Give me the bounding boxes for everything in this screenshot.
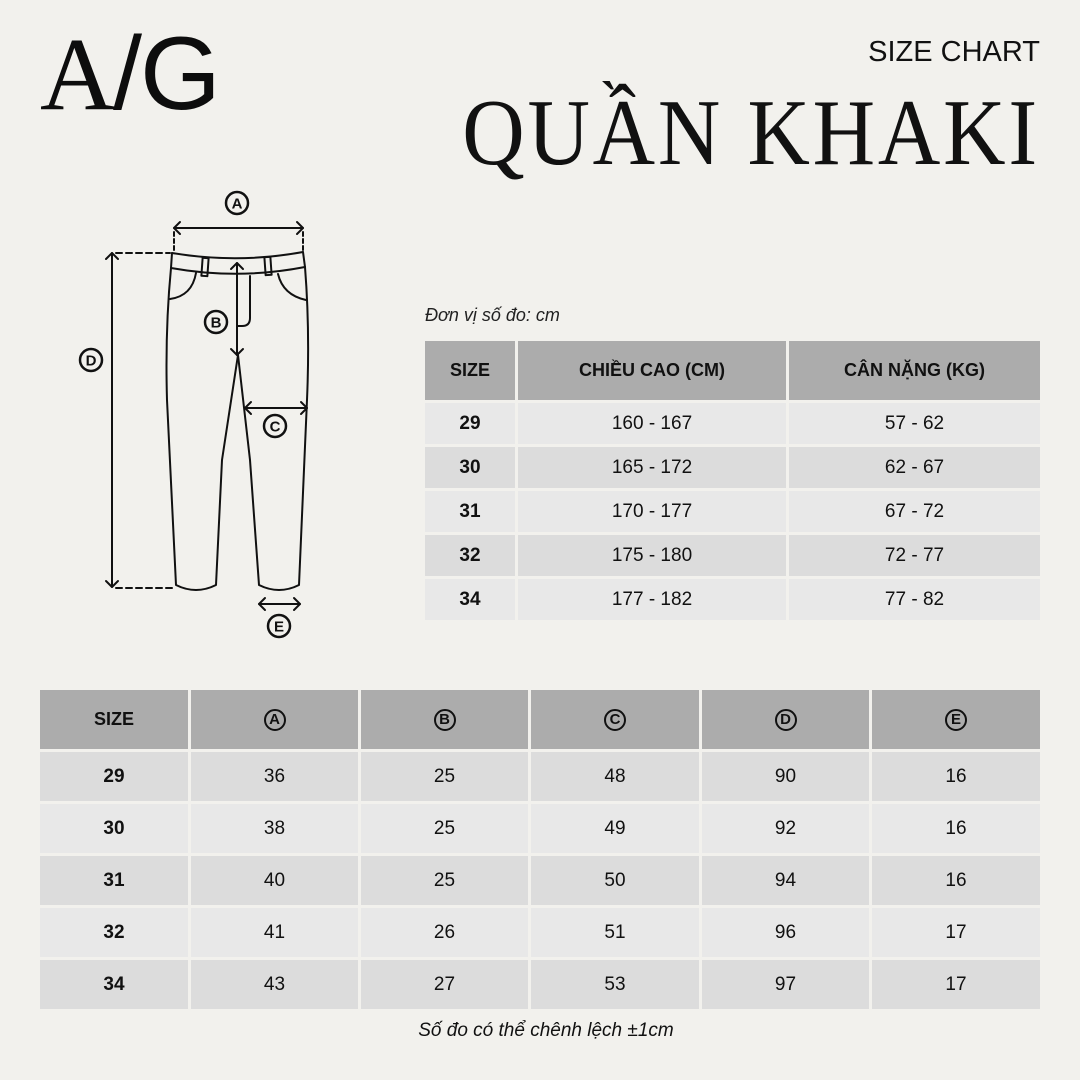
- circled-e-icon: E: [945, 709, 967, 731]
- svg-text:B: B: [210, 314, 222, 332]
- height-cell: 177 - 182: [518, 579, 786, 620]
- circled-b-icon: B: [434, 709, 456, 731]
- circled-d-icon: D: [775, 709, 797, 731]
- weight-cell: 62 - 67: [789, 447, 1040, 488]
- c-cell: 53: [531, 960, 699, 1009]
- column-header-size: SIZE: [425, 341, 515, 400]
- size-chart-label: SIZE CHART: [868, 36, 1040, 68]
- b-cell: 26: [361, 908, 528, 957]
- b-cell: 25: [361, 856, 528, 905]
- logo-slash: /: [113, 16, 141, 132]
- size-cell: 30: [40, 804, 188, 853]
- c-cell: 49: [531, 804, 699, 853]
- a-cell: 36: [191, 752, 358, 801]
- table-row: [40, 752, 1040, 801]
- arrow-d-icon: [106, 253, 176, 588]
- column-header-size: SIZE: [40, 690, 188, 749]
- logo-letter-g: G: [140, 16, 219, 132]
- a-cell: 43: [191, 960, 358, 1009]
- column-header-a: [191, 690, 358, 749]
- column-header-weight: CÂN NẶNG (KG): [789, 341, 1040, 400]
- a-cell: 41: [191, 908, 358, 957]
- table-header-row: [425, 341, 1040, 400]
- table-row: [425, 491, 1040, 532]
- column-header-c: [531, 690, 699, 749]
- b-cell: 25: [361, 804, 528, 853]
- size-cell: 34: [40, 960, 188, 1009]
- d-cell: 96: [702, 908, 869, 957]
- c-cell: 48: [531, 752, 699, 801]
- logo-letter-a: A: [40, 17, 114, 132]
- table-row: [425, 447, 1040, 488]
- label-a-icon: [226, 192, 248, 214]
- svg-text:E: E: [273, 618, 285, 636]
- label-c-icon: [264, 415, 286, 437]
- d-cell: 97: [702, 960, 869, 1009]
- height-cell: 165 - 172: [518, 447, 786, 488]
- size-cell: 34: [425, 579, 515, 620]
- arrow-b-icon: [231, 263, 243, 355]
- table-row: [40, 804, 1040, 853]
- weight-cell: 77 - 82: [789, 579, 1040, 620]
- circled-a-icon: A: [264, 709, 286, 731]
- label-b-icon: [205, 311, 227, 333]
- e-cell: 16: [872, 752, 1040, 801]
- column-header-e: [872, 690, 1040, 749]
- weight-cell: 72 - 77: [789, 535, 1040, 576]
- table-row: [40, 960, 1040, 1009]
- size-cell: 32: [40, 908, 188, 957]
- column-header-d: [702, 690, 869, 749]
- arrow-c-icon: [245, 402, 307, 414]
- c-cell: 50: [531, 856, 699, 905]
- brand-logo: [40, 16, 219, 132]
- column-header-b: [361, 690, 528, 749]
- height-cell: 160 - 167: [518, 403, 786, 444]
- a-cell: 38: [191, 804, 358, 853]
- b-cell: 25: [361, 752, 528, 801]
- a-cell: 40: [191, 856, 358, 905]
- product-title: QUẦN KHAKI: [462, 81, 1040, 185]
- pants-measurement-diagram: [60, 180, 340, 650]
- column-header-height: CHIỀU CAO (CM): [518, 341, 786, 400]
- weight-cell: 67 - 72: [789, 491, 1040, 532]
- weight-cell: 57 - 62: [789, 403, 1040, 444]
- e-cell: 16: [872, 856, 1040, 905]
- d-cell: 92: [702, 804, 869, 853]
- c-cell: 51: [531, 908, 699, 957]
- circled-c-icon: C: [604, 709, 626, 731]
- label-e-icon: [268, 615, 290, 637]
- arrow-a-icon: [174, 222, 303, 252]
- height-cell: 175 - 180: [518, 535, 786, 576]
- measurement-table: [37, 687, 1043, 1012]
- b-cell: 27: [361, 960, 528, 1009]
- arrow-e-icon: [259, 598, 300, 610]
- size-cell: 31: [40, 856, 188, 905]
- d-cell: 90: [702, 752, 869, 801]
- table-row: [425, 535, 1040, 576]
- table-row: [425, 403, 1040, 444]
- d-cell: 94: [702, 856, 869, 905]
- height-cell: 170 - 177: [518, 491, 786, 532]
- table-row: [40, 908, 1040, 957]
- size-cell: 31: [425, 491, 515, 532]
- e-cell: 16: [872, 804, 1040, 853]
- svg-text:C: C: [269, 418, 281, 436]
- table-row: [40, 856, 1040, 905]
- table-header-row: [40, 690, 1040, 749]
- size-cell: 32: [425, 535, 515, 576]
- e-cell: 17: [872, 908, 1040, 957]
- svg-text:D: D: [85, 352, 97, 370]
- unit-note: Đơn vị số đo: cm: [425, 305, 560, 325]
- height-weight-table: [422, 338, 1043, 623]
- table-row: [425, 579, 1040, 620]
- e-cell: 17: [872, 960, 1040, 1009]
- tolerance-footnote: Số đo có thể chênh lệch ±1cm: [418, 1020, 674, 1041]
- svg-text:A: A: [231, 195, 243, 213]
- label-d-icon: [80, 349, 102, 371]
- size-cell: 30: [425, 447, 515, 488]
- size-cell: 29: [425, 403, 515, 444]
- size-cell: 29: [40, 752, 188, 801]
